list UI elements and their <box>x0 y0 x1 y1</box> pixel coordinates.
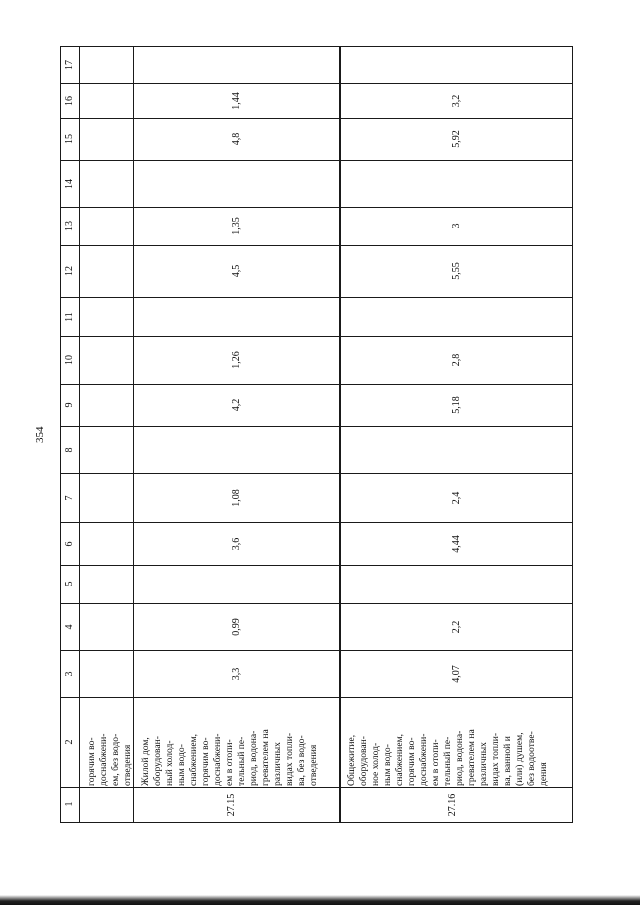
header-col-2: 2 <box>64 739 75 745</box>
header-col-13: 13 <box>64 221 75 231</box>
row-27-16-col15: 5,92 <box>451 130 462 148</box>
row-sep-27-15 <box>339 46 341 823</box>
table-border-left <box>60 46 61 823</box>
row-27-16-col9: 5,18 <box>451 396 462 414</box>
col-sep <box>60 207 573 208</box>
header-col-16: 16 <box>64 96 75 106</box>
page-number: 354 <box>34 426 46 443</box>
table-border-bottom <box>60 822 573 823</box>
row-27-15-col16: 1,44 <box>231 92 242 110</box>
row-27-15-id: 27.15 <box>226 793 237 817</box>
header-col-11: 11 <box>64 312 75 322</box>
row-27-16-col13: 3 <box>451 223 462 229</box>
header-col-3: 3 <box>64 671 75 677</box>
col-sep <box>60 384 573 385</box>
row-27-15-col9: 4,2 <box>231 398 242 412</box>
row-27-15-col10: 1,26 <box>231 351 242 369</box>
header-col-8: 8 <box>64 447 75 453</box>
col-sep <box>60 603 573 604</box>
col-sep <box>60 336 573 337</box>
col-sep <box>60 565 573 566</box>
table-border-right <box>572 46 573 823</box>
row-27-15-col4: 0,99 <box>231 618 242 636</box>
header-col-15: 15 <box>64 134 75 144</box>
row-27-15-col15: 4,8 <box>231 132 242 146</box>
row-27-15-col12: 4,5 <box>231 264 242 278</box>
header-col-10: 10 <box>64 355 75 365</box>
row-27-15-col3: 3,3 <box>231 667 242 681</box>
row-27-15-col6: 3,6 <box>231 537 242 551</box>
row-27-15-col13: 1,35 <box>231 217 242 235</box>
row-27-16-col10: 2,8 <box>451 353 462 367</box>
row-27-16-id: 27.16 <box>447 793 458 817</box>
scan-edge <box>0 895 640 905</box>
col-sep <box>60 245 573 246</box>
col-sep <box>60 118 573 119</box>
col-sep <box>60 83 573 84</box>
row-sep-header <box>79 46 80 823</box>
header-col-7: 7 <box>64 495 75 501</box>
header-col-5: 5 <box>64 581 75 587</box>
row-27-16-col7: 2,4 <box>451 491 462 505</box>
row-27-16-col4: 2,2 <box>451 620 462 634</box>
header-col-9: 9 <box>64 402 75 408</box>
row-27-16-col16: 3,2 <box>451 94 462 108</box>
row-27-16-col3: 4,07 <box>451 665 462 683</box>
table-border-top <box>60 46 573 47</box>
col-sep <box>60 522 573 523</box>
header-col-17: 17 <box>64 60 75 70</box>
row-27-15-col7: 1,08 <box>231 489 242 507</box>
header-col-1: 1 <box>64 801 75 807</box>
col-sep <box>60 787 573 788</box>
col-sep <box>60 473 573 474</box>
col-sep <box>60 426 573 427</box>
continuation-description: горячим во- доснабжени- ем, без водо- отведения <box>86 733 133 786</box>
col-sep <box>60 160 573 161</box>
header-col-6: 6 <box>64 541 75 547</box>
row-27-16-col12: 5,55 <box>451 262 462 280</box>
col-sep <box>60 297 573 298</box>
row-27-15-description: Жилой дом, оборудован- ный холод- ным водо- снабжением, горячим во- доснабжени- ем в отопи- тельный пе- риод, водона- гревателем на различных видах топли- ва, без водо- отведения <box>140 729 319 786</box>
row-27-16-description: Общежитие, оборудован- ное холод- ным водо- снабжением, горячим во- доснабжени- ем в отопи- тельный пе- риод, водона- гревателем на различных видах топли- ва, ванной и (или) душем, без водоотве- дения <box>346 729 549 786</box>
header-col-4: 4 <box>64 624 75 630</box>
header-col-14: 14 <box>64 179 75 189</box>
row-27-16-col6: 4,44 <box>451 535 462 553</box>
header-col-12: 12 <box>64 266 75 276</box>
